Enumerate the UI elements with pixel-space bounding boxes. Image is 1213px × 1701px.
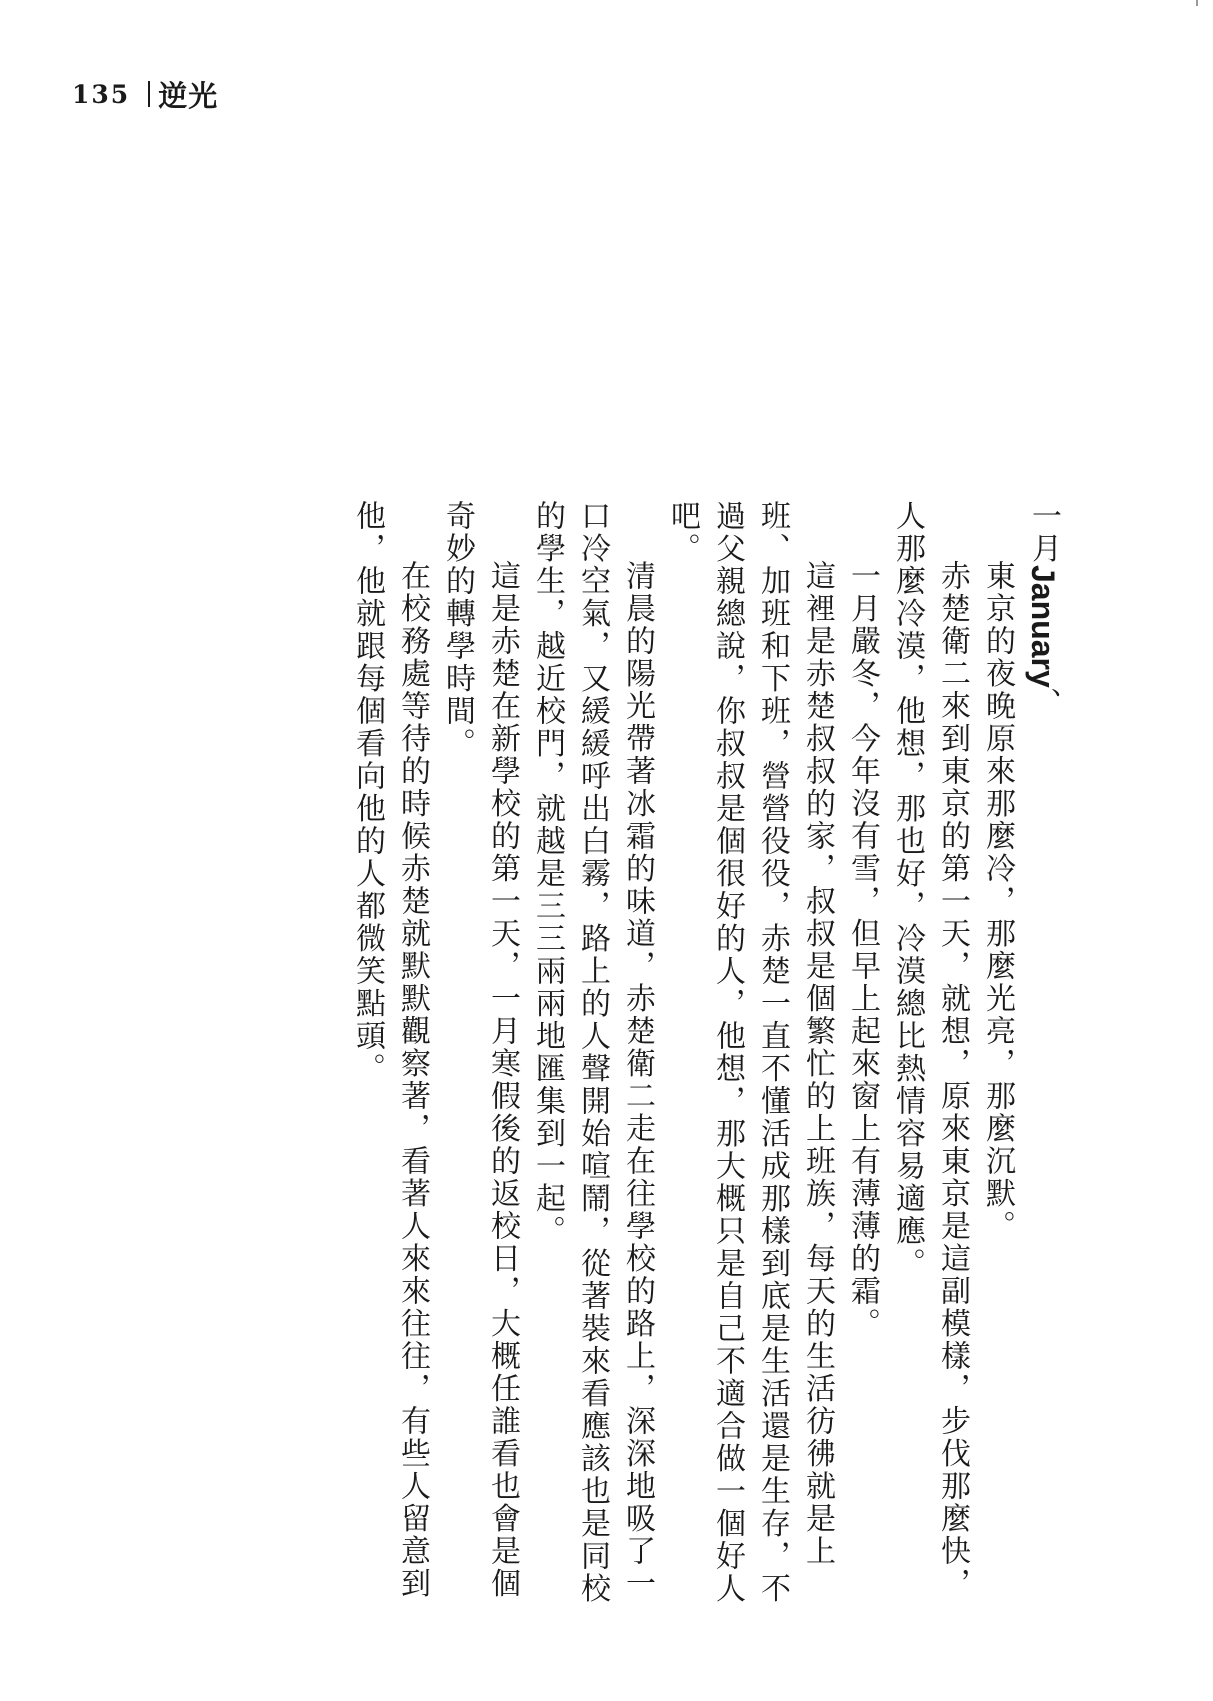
chapter-heading-en: January — [1025, 565, 1061, 688]
book-title: 逆光 — [158, 78, 219, 113]
paragraph-2: 赤楚衛二來到東京的第一天，就想，原來東京是這副模樣，步伐那麼快，人那麼冷漠，他想，那也好，冷漠總比熱情容易適應。 — [890, 500, 970, 1600]
vertical-text-body — [345, 500, 1066, 1610]
paragraph-6: 這是赤楚在新學校的第一天，一月寒假後的返校日，大概任誰看也會是個奇妙的轉學時間。 — [440, 500, 520, 1600]
chapter-heading-cn: 一月 — [1026, 500, 1061, 565]
header-divider — [148, 81, 150, 107]
paragraph-3: 一月嚴冬，今年沒有雪，但早上起來窗上有薄薄的霜。 — [845, 560, 880, 1340]
paragraph-1: 東京的夜晚原來那麼冷，那麼光亮，那麼沉默。 — [980, 560, 1015, 1243]
paragraph-5: 清晨的陽光帶著冰霜的味道，赤楚衛二走在往學校的路上，深深地吸了一口冷空氣，又緩緩呼出白霧，路上的人聲開始喧鬧，從著裝來看應該也是同校的學生，越近校門，就越是三三兩兩地匯集到一起。 — [530, 500, 655, 1605]
page-number: 135 — [72, 79, 131, 109]
paragraph-4: 這裡是赤楚叔叔的家，叔叔是個繁忙的上班族，每天的生活彷彿就是上班、加班和下班，營營役役，赤楚一直不懂活成那樣到底是生活還是生存，不過父親總說，你叔叔是個很好的人，他想，那大概只是自己不適合做一個好人吧。 — [665, 500, 835, 1605]
chapter-heading — [1020, 500, 1066, 1558]
crop-mark — [1196, 0, 1198, 6]
paragraph-7: 在校務處等待的時候赤楚就默默觀察著，看著人來來往往，有些人留意到他，他就跟每個看向他的人都微笑點頭。 — [350, 500, 430, 1600]
chapter-heading-suffix: 、 — [1026, 687, 1061, 721]
running-header — [72, 72, 218, 116]
